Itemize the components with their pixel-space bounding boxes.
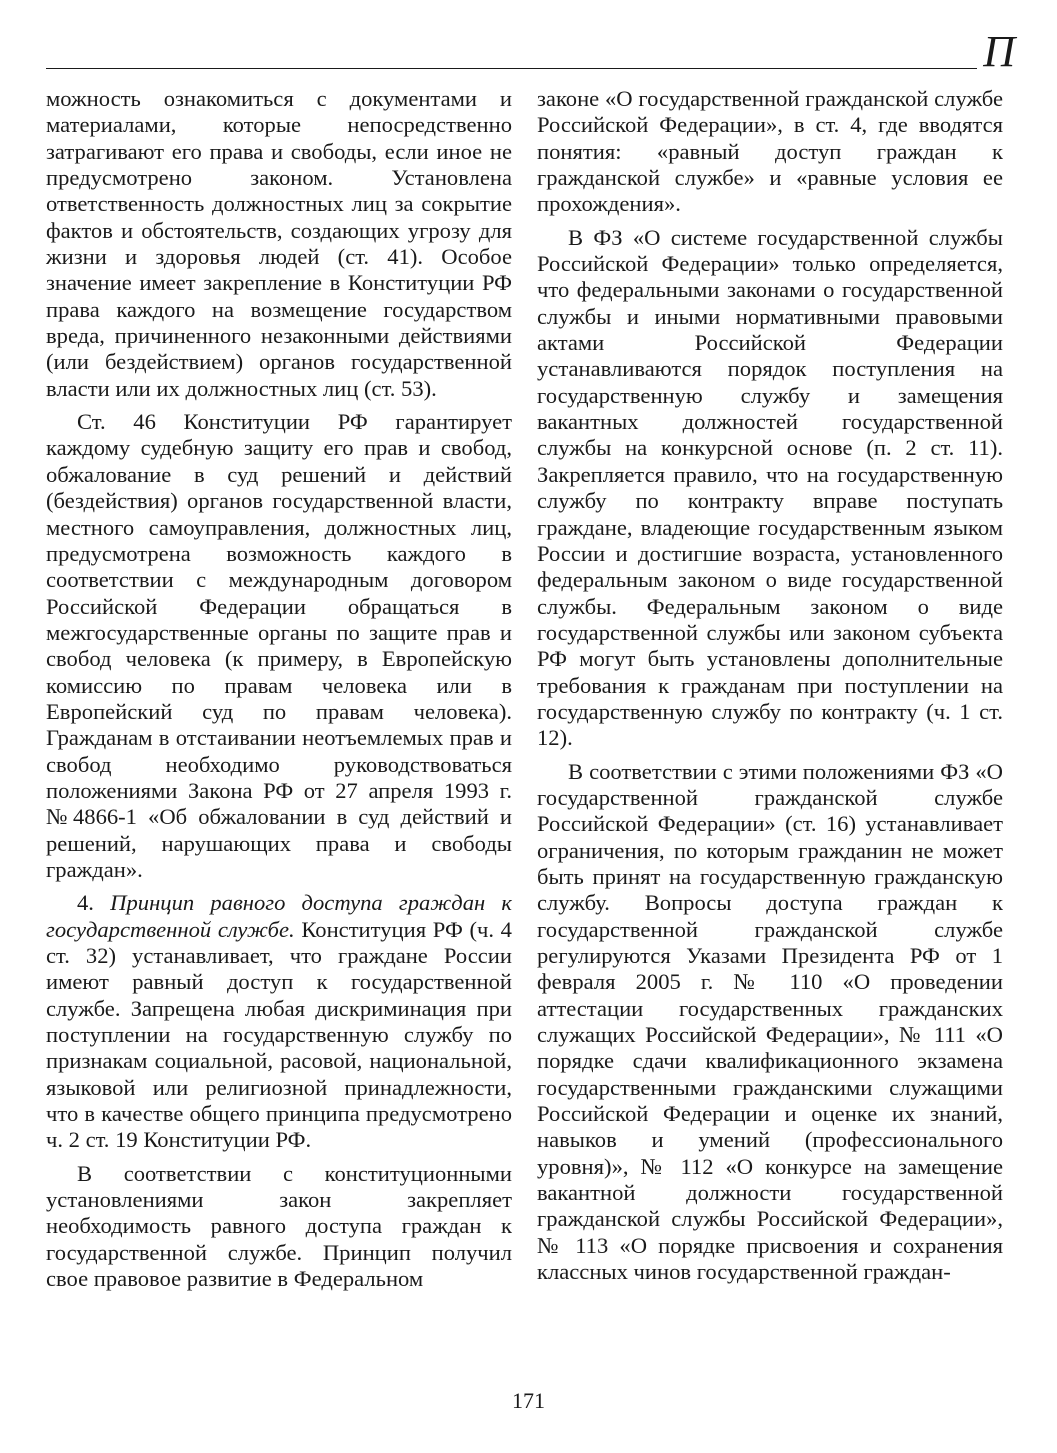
header-rule bbox=[46, 68, 992, 69]
left-paragraph-3 bbox=[46, 890, 512, 1153]
left-paragraph-2: Ст. 46 Конституции РФ гарантирует каждому судебную защиту его прав и свобод, обжалование в суд решений и действий (бездействия) органов государственной власти, местного самоуправления, должностных лиц, предусмотрена возможность каждого в соответствии с международным договором Российской Федерации обращаться в межгосударственные органы по защите прав и свобод человека (к примеру, в Европейскую комиссию по правам человека или в Европейский суд по правам человека). Гражданам в отстаивании неотъемлемых прав и свобод необходимо руководствоваться положениями Закона РФ от 27 апреля 1993 г. №4866-1 «Об обжаловании в суд действий и решений, нарушающих права и свободы граждан». bbox=[46, 409, 512, 882]
principle-body: Конституция РФ (ч. 4 ст. 32) устанавливает, что граждане России имеют равный доступ к государственной службе. Запрещена любая дискриминация при поступлении на государственную службу по признакам социальной, расовой, национальной, языковой или религиозной принадлежности, что в качестве общего принципа предусмотрено ч. 2 ст. 19 Конституции РФ. bbox=[46, 916, 512, 1153]
principle-number: 4. bbox=[77, 890, 94, 916]
right-paragraph-3: В соответствии с этими положениями ФЗ «О государственной гражданской службе Российской Федерации» (ст. 16) устанавливает ограничения, по которым гражданин не может быть принят на государственную гражданскую службу. Вопросы доступа граждан к государственной гражданской службе регулируются Указами Президента РФ от 1 февраля 2005 г. № 110 «О проведении аттестации государственных гражданских служащих Российской Федерации», № 111 «О порядке сдачи квалификационного экзамена государственными гражданскими служащими Российской Федерации и оценке их знаний, навыков и умений (профессионального уровня)», № 112 «О конкурсе на замещение вакантной должности государственной гражданской службы Российской Федерации», № 113 «О порядке присвоения и сохранения классных чинов государственной граждан- bbox=[537, 758, 1003, 1285]
left-paragraph-1: можность ознакомиться с документами и материалами, которые непосредственно затрагивают его права и свободы, если иное не предусмотрено законом. Установлена ответственность должностных лиц за сокрытие фактов и обстоятельств, создающих угрозу для жизни и здоровья людей (ст. 41). Особое значение имеет закрепление в Конституции РФ права каждого на возмещение государством вреда, причиненного незаконными действиями (или бездействием) органов государственной власти или их должностных лиц (ст. 53). bbox=[46, 86, 512, 401]
section-letter: П bbox=[977, 30, 1017, 74]
principle-title: Принцип равного доступа граждан к государственной службе. bbox=[46, 890, 512, 942]
left-paragraph-4: В соответствии с конституционными установлениями закон закрепляет необходимость равного доступа граждан к государственной службе. Принцип получил свое правовое развитие в Федеральном bbox=[46, 1160, 512, 1292]
right-paragraph-2: В ФЗ «О системе государственной службы Российской Федерации» только определяется, что федеральными законами о государственной службы и иными нормативными правовыми актами Российской Федерации устанавливаются порядок поступления на государственную службу и замещения вакантных должностей государственной службы на конкурсной основе (п. 2 ст. 11). Закрепляется правило, что на государственную службу по контракту вправе поступать граждане, владеющие государственным языком России и достигшие возраста, установленного федеральным законом о виде государственной службы. Федеральным законом о виде государственной службы или законом субъекта РФ могут быть установлены дополнительные требования к гражданам при поступлении на государственную службу по контракту (ч. 1 ст. 12). bbox=[537, 224, 1003, 751]
right-column bbox=[537, 86, 1003, 1285]
left-column bbox=[46, 86, 512, 1292]
right-paragraph-1: законе «О государственной гражданской службе Российской Федерации», в ст. 4, где вводятся понятия: «равный доступ граждан к гражданской службе» и «равные условия ее прохождения». bbox=[537, 86, 1003, 217]
page-number: 171 bbox=[512, 1388, 545, 1413]
